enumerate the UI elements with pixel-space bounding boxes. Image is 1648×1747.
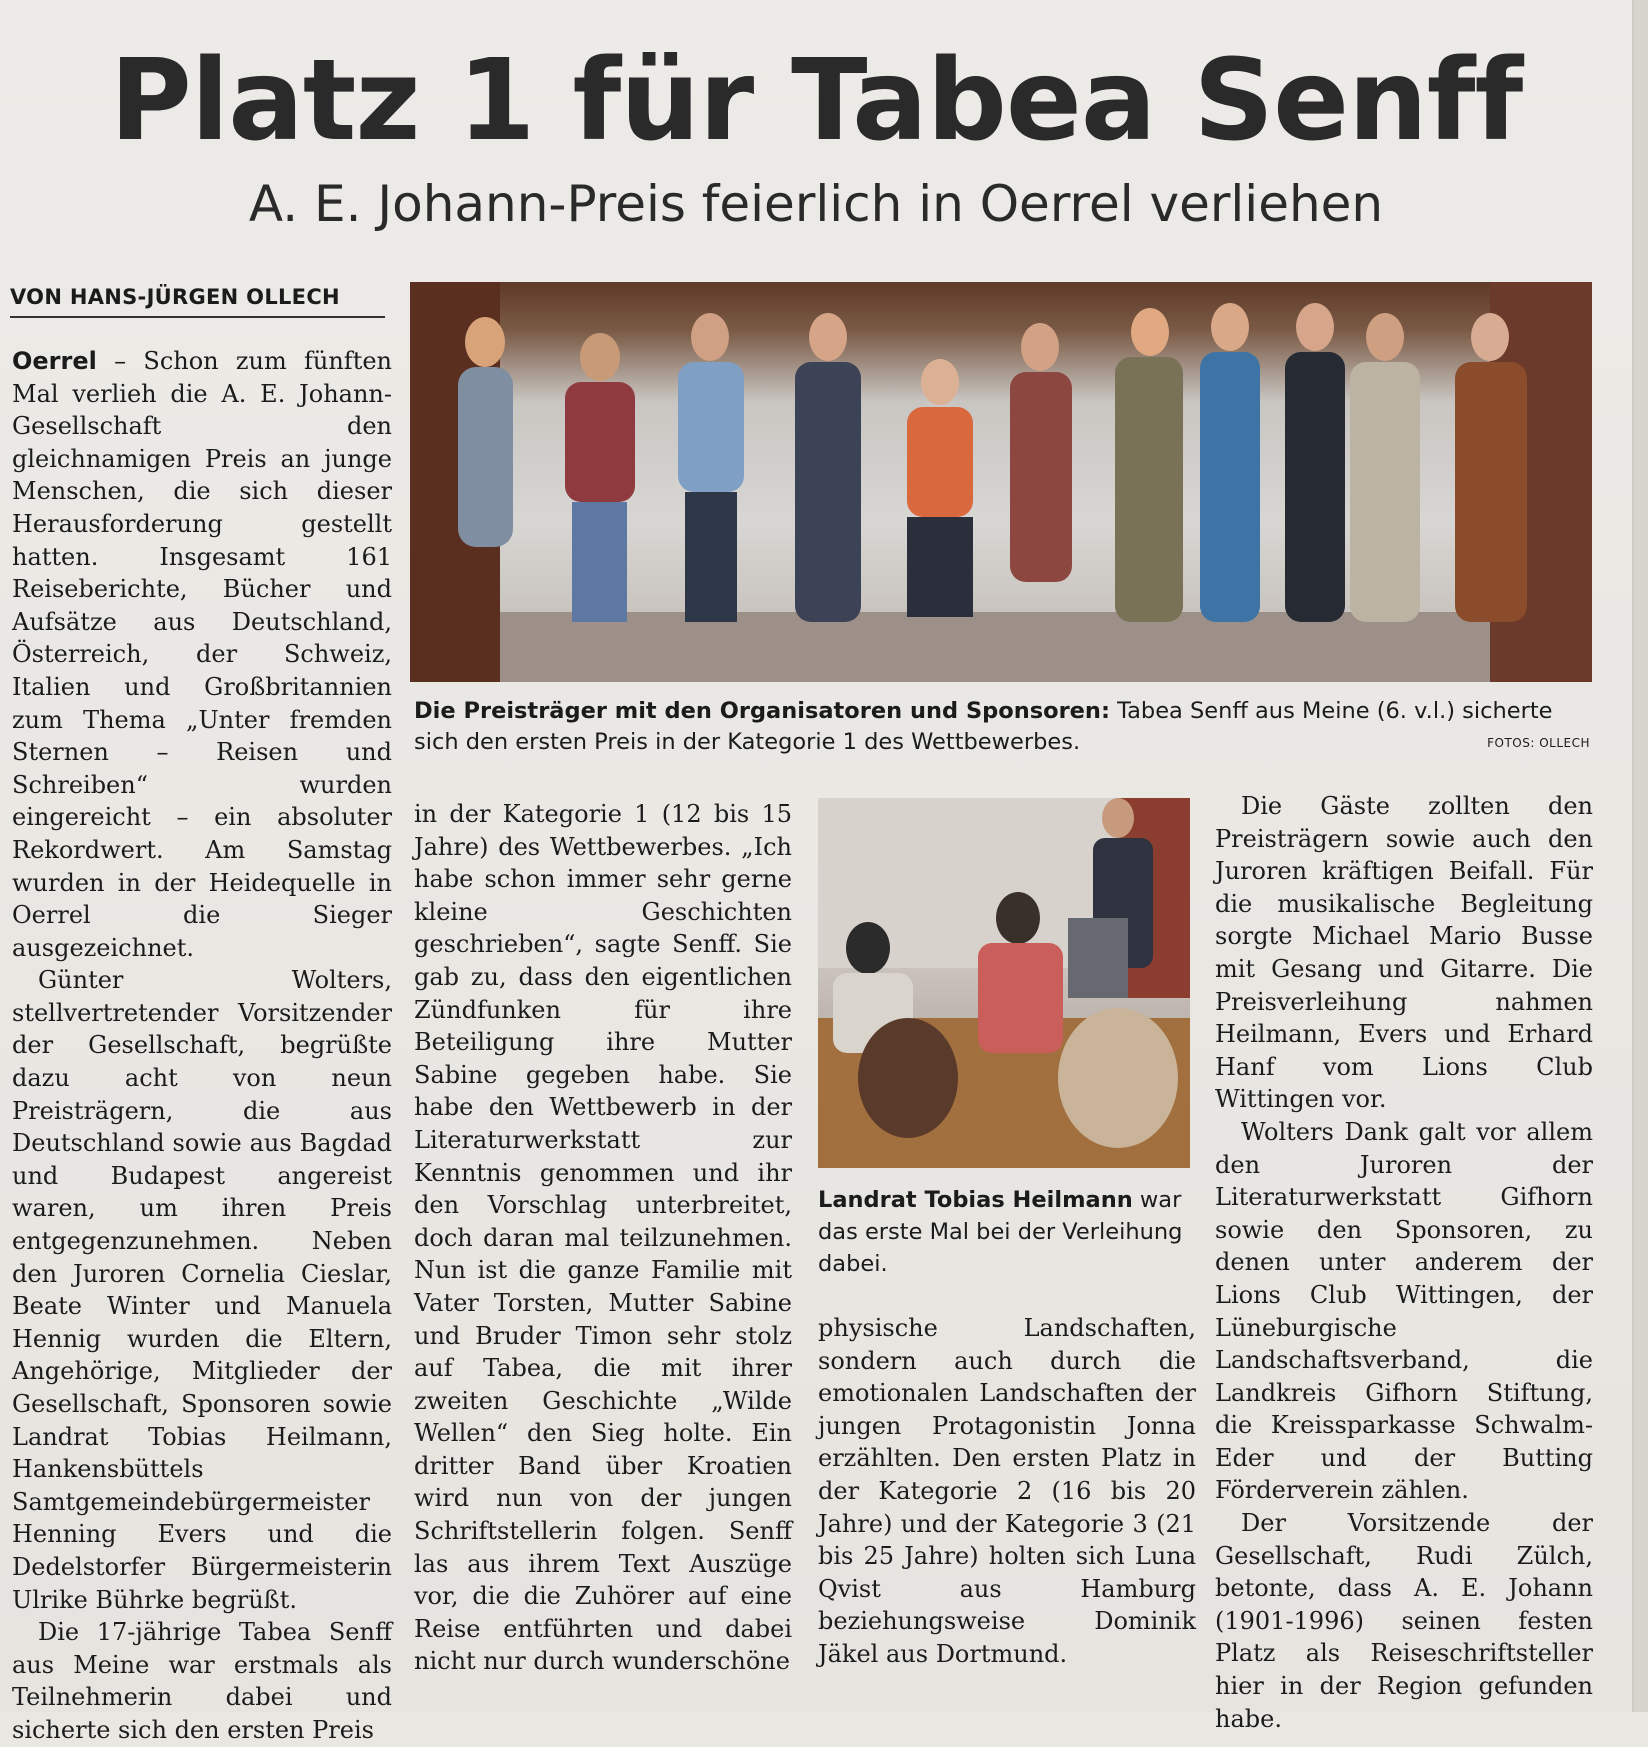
paragraph-1 xyxy=(12,345,392,964)
page-edge xyxy=(1634,0,1648,1712)
dateline: Oerrel xyxy=(12,347,97,375)
subheadline: A. E. Johann-Preis feierlich in Oerrel verliehen xyxy=(248,175,1384,233)
paragraph-2: Günter Wolters, stellvertretender Vorsitzender der Gesellschaft, begrüßte dazu acht von neun Preisträgern, die aus Deutschland sowie aus Bagdad und Budapest angereist waren, um ihren Preis entgegenzunehmen. Neben den Juroren Cornelia Cieslar, Beate Winter und Manuela Hennig wurden die Eltern, Angehörige, Mitglieder der Gesellschaft, Sponsoren sowie Landrat Tobias Heilmann, Hankensbüttels Samtgemeindebürgermeister Henning Evers und die Dedelstorfer Bürgermeisterin Ulrike Bührke begrüßt. xyxy=(12,966,392,1614)
group-photo-caption-text: Tabea Senff aus Meine (6. v.l.) sicherte sich den ersten Preis in der Kategorie 1 des Wettbewerbes. xyxy=(414,698,1553,755)
photo-credit: FOTOS: OLLECH xyxy=(1487,736,1590,750)
landrat-photo-caption xyxy=(818,1184,1190,1280)
paragraph-1-text: – Schon zum fünften Mal verlieh die A. E. Johann-Gesellschaft den gleichnamigen Preis an junge Menschen, die sich dieser Herausforderung gestellt hatten. Insgesamt 161 Reiseberichte, Bücher und Aufsätze aus Deutschland, Österreich, der Schweiz, Italien und Großbritannien zum Thema „Unter fremden Sternen – Reisen und Schreiben“ wurden eingereicht – ein absoluter Rekordwert. Am Samstag wurden in der Heidequelle in Oerrel die Sieger ausgezeichnet. xyxy=(12,347,392,962)
group-photo xyxy=(410,282,1592,682)
article-column-3 xyxy=(818,1312,1196,1671)
landrat-photo-image xyxy=(818,798,1190,1168)
landrat-photo xyxy=(818,798,1190,1168)
paragraph-6: Die Gäste zollten den Preisträgern sowie auch den Juroren kräftigen Beifall. Für die musikalische Begleitung sorgte Michael Mario Busse mit Gesang und Gitarre. Die Preisverleihung nahmen Heilmann, Evers und Erhard Hanf vom Lions Club Wittingen vor. xyxy=(1215,792,1593,1114)
byline: VON HANS-JÜRGEN OLLECH xyxy=(10,284,385,318)
paragraph-8: Der Vorsitzende der Gesellschaft, Rudi Zülch, betonte, dass A. E. Johann (1901-1996) seinen festen Platz als Reiseschriftsteller hier in der Region gefunden habe. xyxy=(1215,1509,1593,1733)
landrat-caption-bold: Landrat Tobias Heilmann xyxy=(818,1187,1133,1213)
landrat-caption-text: war das erste Mal bei der Verleihung dabei. xyxy=(818,1187,1183,1277)
group-photo-caption-bold: Die Preisträger mit den Organisatoren und Sponsoren: xyxy=(414,698,1110,724)
paragraph-5: physische Landschaften, sondern auch durch die emotionalen Landschaften der jungen Protagonistin Jonna erzählten. Den ersten Platz in der Kategorie 2 (16 bis 20 Jahre) und der Kategorie 3 (21 bis 25 Jahre) holten sich Luna Qvist aus Hamburg beziehungsweise Dominik Jäkel aus Dortmund. xyxy=(818,1314,1196,1668)
paragraph-7: Wolters Dank galt vor allem den Juroren der Literaturwerkstatt Gifhorn sowie den Sponsoren, zu denen unter anderem der Lions Club Wittingen, der Lüneburgische Landschaftsverband, die Landkreis Gifhorn Stiftung, die Kreissparkasse Schwalm-Eder und der Butting Förderverein zählen. xyxy=(1215,1117,1593,1505)
paragraph-4: in der Kategorie 1 (12 bis 15 Jahre) des Wettbewerbes. „Ich habe schon immer sehr gerne kleine Geschichten geschrieben“, sagte Senff. Sie gab zu, dass den eigentlichen Zündfunken für ihre Beteiligung ihre Mutter Sabine gegeben habe. Sie habe den Wettbewerb in der Literaturwerkstatt zur Kenntnis genommen und ihr den Vorschlag unterbreitet, doch daran mal teilzunehmen. Nun ist die ganze Familie mit Vater Torsten, Mutter Sabine und Bruder Timon sehr stolz auf Tabea, die mit ihrer zweiten Geschichte „Wilde Wellen“ den Sieg holte. Ein dritter Band über Kroatien wird nun von der jungen Schriftstellerin folgen. Senff las aus ihrem Text Auszüge vor, die die Zuhörer auf eine Reise entführten und dabei nicht nur durch wunderschöne xyxy=(414,800,792,1676)
paragraph-3: Die 17-jährige Tabea Senff aus Meine war erstmals als Teilnehmerin dabei und sicherte sich den ersten Preis xyxy=(12,1618,392,1744)
article-column-4 xyxy=(1215,790,1593,1735)
headline: Platz 1 für Tabea Senff xyxy=(109,36,1523,166)
article-column-1 xyxy=(12,345,392,1747)
group-photo-image xyxy=(410,282,1592,682)
group-photo-caption xyxy=(414,696,1594,758)
article-column-2 xyxy=(414,798,792,1678)
